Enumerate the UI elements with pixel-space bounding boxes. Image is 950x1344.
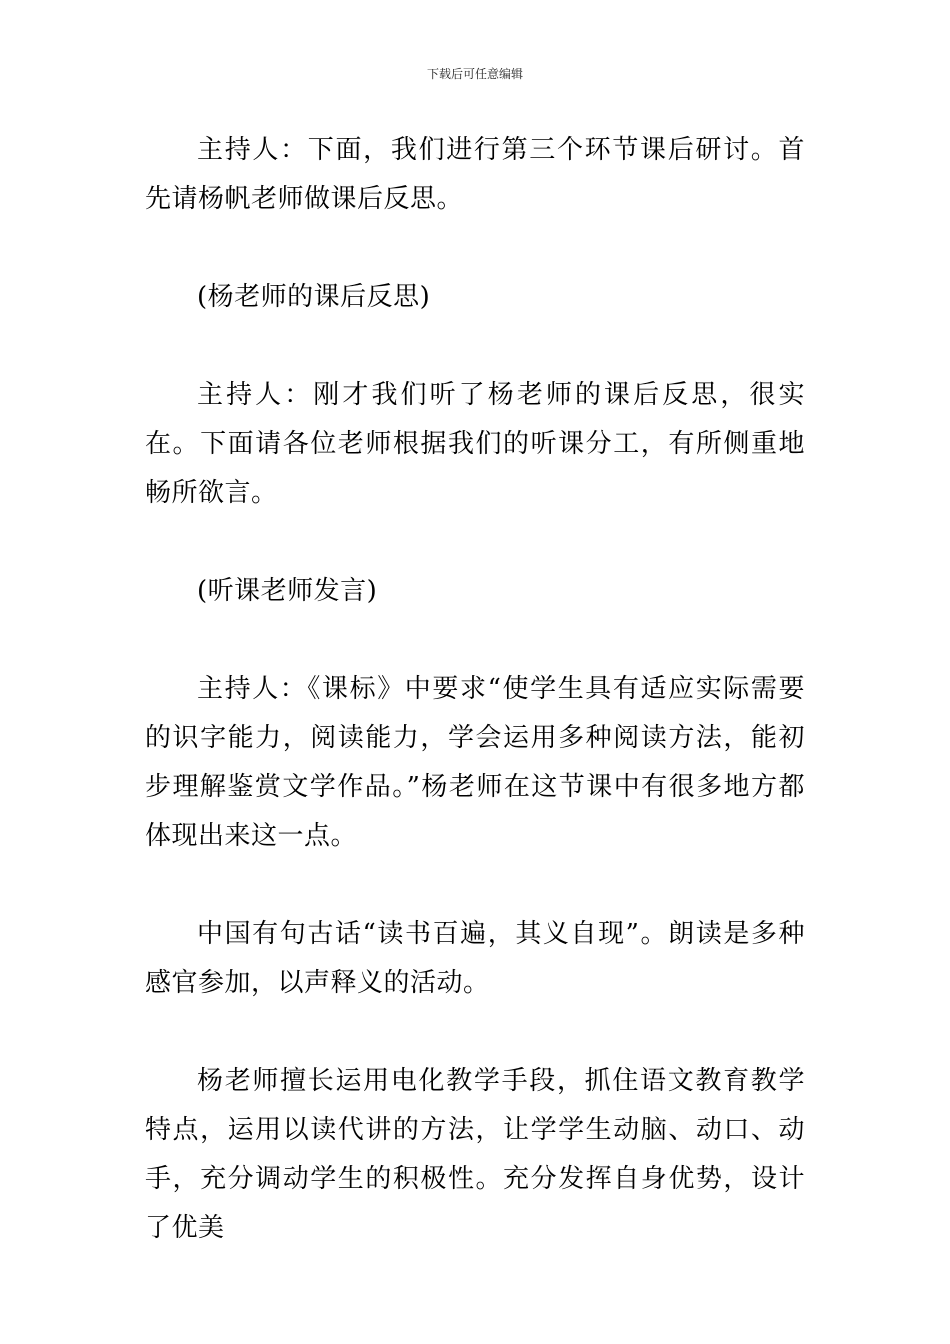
- page-header: 下载后可任意编辑: [426, 67, 523, 81]
- paragraph-host-intro: 主持人：下面，我们进行第三个环节课后研讨。首先请杨帆老师做课后反思。: [145, 135, 805, 214]
- paragraph-proverb: 中国有句古话“读书百遍，其义自现”。朗读是多种感官参加，以声释义的活动。: [145, 919, 805, 998]
- paragraph-curriculum: 主持人：《课标》中要求“使学生具有适应实际需要的识字能力，阅读能力，学会运用多种阅读方法，能初步理解鉴赏文学作品。”杨老师在这节课中有很多地方都体现出来这一点。: [145, 674, 805, 851]
- paragraph-speech-note: (听课老师发言): [197, 576, 378, 606]
- document-body: [145, 126, 805, 1302]
- paragraph-reflection-note: (杨老师的课后反思): [197, 282, 431, 312]
- paragraph-host-invite: 主持人：刚才我们听了杨老师的课后反思，很实在。下面请各位老师根据我们的听课分工，有所侧重地畅所欲言。: [145, 380, 805, 508]
- paragraph-teaching-method: 杨老师擅长运用电化教学手段，抓住语文教育教学特点，运用以读代讲的方法，让学学生动脑、动口、动手，充分调动学生的积极性。充分发挥自身优势，设计了优美: [145, 1066, 805, 1243]
